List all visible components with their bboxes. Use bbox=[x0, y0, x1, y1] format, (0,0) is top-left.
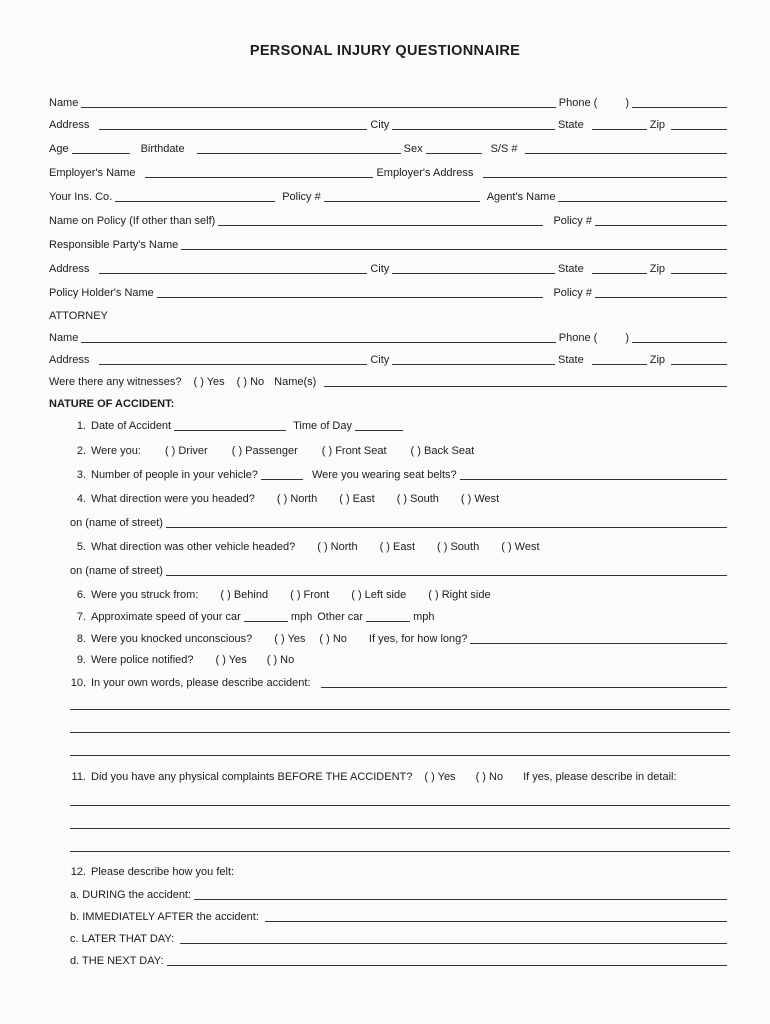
q3-belts-field[interactable] bbox=[460, 478, 727, 480]
attorney-address-label: Address bbox=[49, 354, 90, 366]
nature-heading: NATURE OF ACCIDENT: bbox=[49, 398, 175, 410]
row-responsible-party bbox=[49, 235, 730, 253]
row-q12b bbox=[70, 907, 730, 925]
sex-label: Sex bbox=[403, 143, 423, 155]
ssn-label: S/S # bbox=[490, 143, 518, 155]
state-field[interactable] bbox=[592, 128, 647, 130]
row-insurance bbox=[49, 187, 730, 205]
q4-west-option[interactable]: ( ) West bbox=[460, 493, 500, 505]
ssn-field[interactable] bbox=[525, 152, 727, 154]
q12b-field[interactable] bbox=[265, 920, 727, 922]
state-label: State bbox=[558, 119, 584, 131]
row-q12c bbox=[70, 929, 730, 947]
q5-street-label: on (name of street) bbox=[70, 565, 163, 577]
q7-label: Approximate speed of your car bbox=[91, 611, 241, 623]
q12-number: 12. bbox=[70, 866, 86, 878]
q11-detail-label: If yes, please describe in detail: bbox=[523, 771, 677, 783]
q6-number: 6. bbox=[76, 589, 86, 601]
row-q5 bbox=[70, 537, 730, 555]
q7-speed-field[interactable] bbox=[244, 620, 288, 622]
policy-holder-field[interactable] bbox=[157, 296, 544, 298]
q12b-label: b. IMMEDIATELY AFTER the accident: bbox=[70, 911, 259, 923]
row-attorney-address bbox=[49, 350, 730, 368]
employer-name-field[interactable] bbox=[145, 176, 373, 178]
row-q10 bbox=[70, 673, 730, 691]
q4-number: 4. bbox=[76, 493, 86, 505]
city-label: City bbox=[370, 119, 390, 131]
q10-answer-line-3[interactable] bbox=[70, 732, 730, 733]
row-q12 bbox=[70, 862, 730, 880]
q9-number: 9. bbox=[76, 654, 86, 666]
q12a-field[interactable] bbox=[194, 898, 727, 900]
responsible-party-label: Responsible Party's Name bbox=[49, 239, 179, 251]
attorney-phone-close: ) bbox=[625, 332, 629, 344]
q5-north-option[interactable]: ( ) North bbox=[317, 541, 358, 553]
address2-label: Address bbox=[49, 263, 90, 275]
row-q3 bbox=[70, 465, 730, 483]
q3-label: Number of people in your vehicle? bbox=[91, 469, 258, 481]
q10-answer-field[interactable] bbox=[321, 686, 727, 688]
q2-number: 2. bbox=[76, 445, 86, 457]
q12-label: Please describe how you felt: bbox=[91, 866, 235, 878]
attorney-zip-label: Zip bbox=[649, 354, 665, 366]
q3-belts-label: Were you wearing seat belts? bbox=[311, 469, 457, 481]
phone-label: Phone ( bbox=[558, 97, 598, 109]
q11-number: 11. bbox=[71, 771, 86, 783]
row-nature-heading bbox=[49, 394, 730, 412]
employer-name-label: Employer's Name bbox=[49, 167, 136, 179]
employer-address-field[interactable] bbox=[483, 176, 727, 178]
state2-field[interactable] bbox=[592, 272, 647, 274]
q10-answer-line-2[interactable] bbox=[70, 709, 730, 710]
q10-answer-line-4[interactable] bbox=[70, 755, 730, 756]
q1-number: 1. bbox=[76, 420, 86, 432]
phone-close: ) bbox=[625, 97, 629, 109]
birthdate-field[interactable] bbox=[197, 152, 401, 154]
policy-field[interactable] bbox=[324, 200, 480, 202]
q5-number: 5. bbox=[76, 541, 86, 553]
city2-field[interactable] bbox=[392, 272, 555, 274]
q2-passenger-option[interactable]: ( ) Passenger bbox=[231, 445, 298, 457]
employer-address-label: Employer's Address bbox=[376, 167, 474, 179]
agent-name-label: Agent's Name bbox=[486, 191, 556, 203]
row-q12d bbox=[70, 951, 730, 969]
phone-field[interactable] bbox=[632, 106, 727, 108]
witness-names-label: Name(s) bbox=[274, 376, 317, 388]
q8-long-label: If yes, for how long? bbox=[368, 633, 468, 645]
q12c-field[interactable] bbox=[180, 942, 727, 944]
row-q6 bbox=[70, 585, 730, 603]
q4-label: What direction were you headed? bbox=[91, 493, 255, 505]
attorney-name-field[interactable] bbox=[81, 341, 555, 343]
q12a-label: a. DURING the accident: bbox=[70, 889, 192, 901]
name-label: Name bbox=[49, 97, 79, 109]
address-field[interactable] bbox=[99, 128, 367, 130]
age-field[interactable] bbox=[72, 152, 130, 154]
attorney-city-label: City bbox=[370, 354, 390, 366]
row-q4 bbox=[70, 489, 730, 507]
attorney-heading: ATTORNEY bbox=[49, 310, 108, 322]
age-label: Age bbox=[49, 143, 69, 155]
q1-time-field[interactable] bbox=[355, 429, 403, 431]
q5-label: What direction was other vehicle headed? bbox=[91, 541, 296, 553]
q5-east-option[interactable]: ( ) East bbox=[379, 541, 416, 553]
q4-east-option[interactable]: ( ) East bbox=[339, 493, 375, 505]
form-title: PERSONAL INJURY QUESTIONNAIRE bbox=[249, 43, 521, 59]
q3-number: 3. bbox=[76, 469, 86, 481]
witnesses-no-option[interactable]: ( ) No bbox=[236, 376, 265, 388]
city-field[interactable] bbox=[392, 128, 555, 130]
witnesses-yes-option[interactable]: ( ) Yes bbox=[193, 376, 225, 388]
q11-yes-option[interactable]: ( ) Yes bbox=[424, 771, 456, 783]
responsible-party-field[interactable] bbox=[181, 248, 727, 250]
name-on-policy-field[interactable] bbox=[218, 224, 543, 226]
policy2-field[interactable] bbox=[595, 224, 727, 226]
name-field[interactable] bbox=[81, 106, 555, 108]
address-label: Address bbox=[49, 119, 90, 131]
row-q4-street bbox=[70, 513, 730, 531]
q12d-field[interactable] bbox=[167, 964, 727, 966]
ins-co-label: Your Ins. Co. bbox=[49, 191, 113, 203]
q8-long-field[interactable] bbox=[470, 642, 727, 644]
q2-label: Were you: bbox=[91, 445, 141, 457]
name-on-policy-label: Name on Policy (If other than self) bbox=[49, 215, 216, 227]
q6-behind-option[interactable]: ( ) Behind bbox=[220, 589, 269, 601]
zip2-label: Zip bbox=[649, 263, 665, 275]
policy3-field[interactable] bbox=[595, 296, 727, 298]
attorney-name-label: Name bbox=[49, 332, 79, 344]
q9-label: Were police notified? bbox=[91, 654, 194, 666]
q5-south-option[interactable]: ( ) South bbox=[437, 541, 480, 553]
row-age bbox=[49, 139, 730, 157]
q2-back-seat-option[interactable]: ( ) Back Seat bbox=[410, 445, 475, 457]
q8-yes-option[interactable]: ( ) Yes bbox=[274, 633, 306, 645]
zip-label: Zip bbox=[649, 119, 665, 131]
q8-label: Were you knocked unconscious? bbox=[91, 633, 253, 645]
attorney-state-field[interactable] bbox=[592, 363, 647, 365]
q2-front-seat-option[interactable]: ( ) Front Seat bbox=[321, 445, 387, 457]
witnesses-label: Were there any witnesses? bbox=[49, 376, 182, 388]
state2-label: State bbox=[558, 263, 584, 275]
q11-no-option[interactable]: ( ) No bbox=[475, 771, 504, 783]
row-employer bbox=[49, 163, 730, 181]
row-q9 bbox=[70, 650, 730, 668]
q12c-label: c. LATER THAT DAY: bbox=[70, 933, 175, 945]
q11-answer-line-2[interactable] bbox=[70, 828, 730, 829]
q1-date-field[interactable] bbox=[174, 429, 286, 431]
attorney-state-label: State bbox=[558, 354, 584, 366]
q6-left-option[interactable]: ( ) Left side bbox=[351, 589, 407, 601]
city2-label: City bbox=[370, 263, 390, 275]
q11-label: Did you have any physical complaints BEFORE THE ACCIDENT? bbox=[91, 771, 413, 783]
q4-north-option[interactable]: ( ) North bbox=[276, 493, 318, 505]
q5-west-option[interactable]: ( ) West bbox=[501, 541, 540, 553]
q7-number: 7. bbox=[76, 611, 86, 623]
q7-other-label: Other car bbox=[317, 611, 364, 623]
row-q12a bbox=[70, 885, 730, 903]
row-q1 bbox=[70, 416, 730, 434]
row-q11 bbox=[70, 767, 730, 785]
q7-mph-label: mph bbox=[290, 611, 313, 623]
q7-mph2-label: mph bbox=[413, 611, 435, 623]
q10-label: In your own words, please describe accident: bbox=[91, 677, 311, 689]
policy-holder-label: Policy Holder's Name bbox=[49, 287, 154, 299]
q4-street-label: on (name of street) bbox=[70, 517, 163, 529]
sex-field[interactable] bbox=[426, 152, 482, 154]
row-name bbox=[49, 93, 730, 111]
q1-date-label: Date of Accident bbox=[91, 420, 172, 432]
row-q2 bbox=[70, 441, 730, 459]
row-name-on-policy bbox=[49, 211, 730, 229]
attorney-address-field[interactable] bbox=[99, 363, 367, 365]
q1-time-label: Time of Day bbox=[293, 420, 352, 432]
attorney-city-field[interactable] bbox=[392, 363, 555, 365]
zip2-field[interactable] bbox=[671, 272, 727, 274]
q6-front-option[interactable]: ( ) Front bbox=[290, 589, 330, 601]
row-address bbox=[49, 115, 730, 133]
q10-number: 10. bbox=[70, 677, 86, 689]
q7-other-speed-field[interactable] bbox=[366, 620, 410, 622]
q9-no-option[interactable]: ( ) No bbox=[266, 654, 295, 666]
q3-people-field[interactable] bbox=[261, 478, 303, 480]
attorney-zip-field[interactable] bbox=[671, 363, 727, 365]
q11-answer-line-1[interactable] bbox=[70, 805, 730, 806]
q11-answer-line-3[interactable] bbox=[70, 851, 730, 852]
q4-south-option[interactable]: ( ) South bbox=[396, 493, 439, 505]
q9-yes-option[interactable]: ( ) Yes bbox=[215, 654, 247, 666]
row-policy-holder bbox=[49, 283, 730, 301]
q2-driver-option[interactable]: ( ) Driver bbox=[164, 445, 208, 457]
q4-street-field[interactable] bbox=[166, 526, 727, 528]
q12d-label: d. THE NEXT DAY: bbox=[70, 955, 164, 967]
zip-field[interactable] bbox=[671, 128, 727, 130]
row-attorney-name bbox=[49, 328, 730, 346]
q8-number: 8. bbox=[76, 633, 86, 645]
q6-label: Were you struck from: bbox=[91, 589, 199, 601]
policy2-label: Policy # bbox=[553, 215, 592, 227]
birthdate-label: Birthdate bbox=[140, 143, 185, 155]
address2-field[interactable] bbox=[99, 272, 367, 274]
q6-right-option[interactable]: ( ) Right side bbox=[428, 589, 491, 601]
q5-street-field[interactable] bbox=[166, 574, 727, 576]
agent-name-field[interactable] bbox=[558, 200, 727, 202]
witness-names-field[interactable] bbox=[324, 385, 727, 387]
row-address-2 bbox=[49, 259, 730, 277]
row-q8 bbox=[70, 629, 730, 647]
q8-no-option[interactable]: ( ) No bbox=[319, 633, 347, 645]
attorney-phone-label: Phone ( bbox=[558, 332, 598, 344]
row-attorney-heading bbox=[49, 306, 730, 324]
row-q5-street bbox=[70, 561, 730, 579]
attorney-phone-field[interactable] bbox=[632, 341, 727, 343]
policy-label: Policy # bbox=[282, 191, 321, 203]
row-q7 bbox=[70, 607, 730, 625]
ins-co-field[interactable] bbox=[115, 200, 275, 202]
policy3-label: Policy # bbox=[553, 287, 592, 299]
row-witnesses bbox=[49, 372, 730, 390]
